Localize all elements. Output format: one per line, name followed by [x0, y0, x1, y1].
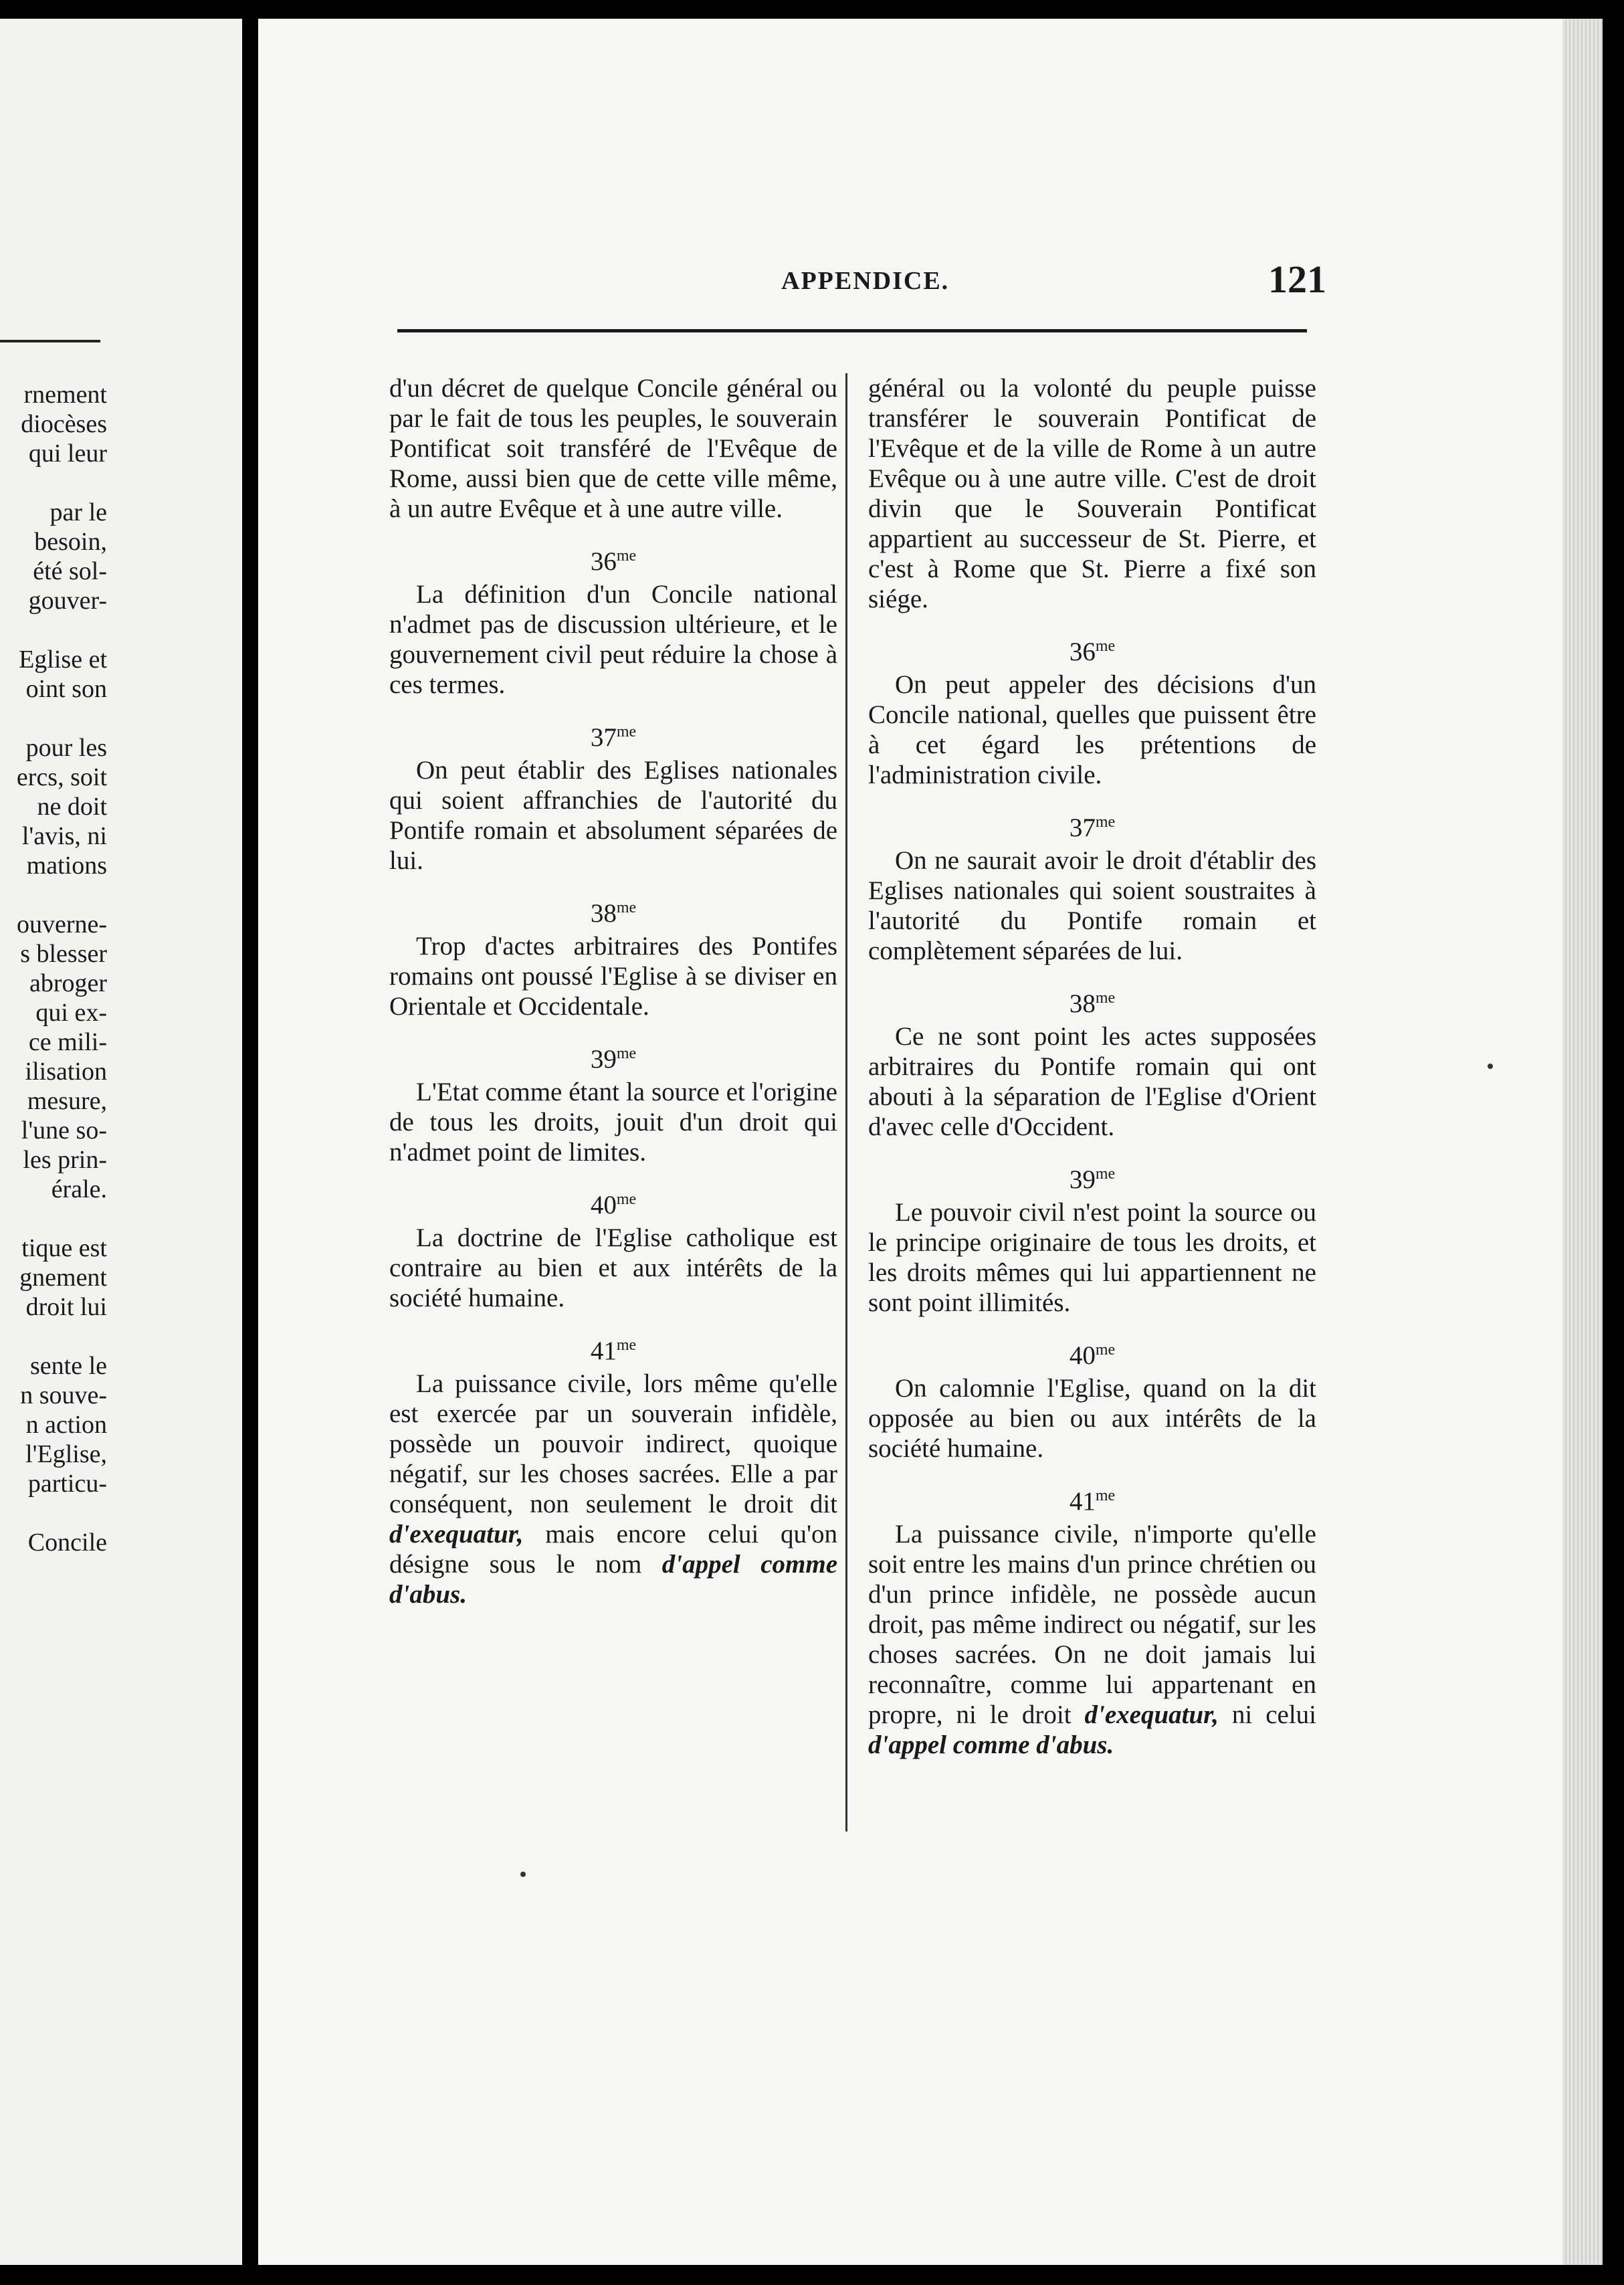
left-section-number [389, 893, 837, 928]
emphasis: d'exequatur, [1084, 1700, 1219, 1729]
section-number: 41 [590, 1336, 617, 1365]
left-intro: d'un décret de quelque Concile général ou par le fait de tous les peuples, le souverain Pontificat soit transféré de l'Evêque de Rome, aussi bien que de cette ville même, à un autre Evêque et à une autre ville. [389, 374, 837, 523]
section-number: 37 [590, 723, 617, 752]
left-column [389, 373, 837, 1609]
emphasis: d'appel comme d'abus. [868, 1730, 1114, 1759]
section-number: 40 [590, 1191, 617, 1219]
facing-page-line: particu- [27, 1470, 107, 1498]
section-number: 39 [590, 1045, 617, 1074]
section-suffix: me [616, 1191, 637, 1208]
right-section-number [868, 807, 1316, 843]
right-section-text: On ne saurait avoir le droit d'établir des Eglises nationales qui soient soustraites à l'autorité du Pontife romain et complètement séparées de lui. [868, 846, 1316, 965]
section-suffix: me [616, 547, 637, 565]
section-number: 38 [1069, 989, 1096, 1018]
facing-page-line: gnement [19, 1264, 107, 1292]
section-number: 38 [590, 899, 617, 928]
left-section-text: La définition d'un Concile national n'admet pas de discussion ultérieure, et le gouvernement civil peut réduire la chose à ces termes. [389, 580, 837, 699]
facing-page-line: n souve- [20, 1381, 107, 1409]
facing-page [0, 19, 242, 2265]
facing-page-line: qui leur [28, 439, 107, 468]
left-section-number [389, 1330, 837, 1366]
facing-page-line: n action [25, 1411, 107, 1439]
section-suffix: me [616, 899, 637, 916]
page [258, 19, 1603, 2265]
facing-page-line: diocèses [21, 410, 107, 438]
right-section-number [868, 631, 1316, 667]
section-number: 37 [1069, 813, 1096, 842]
facing-page-line: l'Eglise, [25, 1440, 107, 1468]
left-section-number [389, 1185, 837, 1220]
facing-page-line: besoin, [34, 528, 107, 556]
ink-speck [520, 1872, 526, 1877]
section-number: 40 [1069, 1341, 1096, 1370]
section-suffix: me [616, 723, 637, 740]
facing-page-line: oint son [25, 675, 107, 703]
left-section-text [389, 1369, 837, 1609]
facing-page-line: pour les [25, 734, 107, 762]
facing-page-rule [0, 340, 100, 342]
facing-page-line: l'une so- [21, 1116, 107, 1145]
header-rule [397, 329, 1307, 332]
section-suffix: me [1095, 813, 1116, 831]
facing-page-line: sente le [29, 1352, 107, 1380]
facing-page-line: qui ex- [35, 999, 107, 1027]
text: ni celui [1218, 1700, 1316, 1729]
right-section-text [868, 1519, 1316, 1760]
text: mais encore celui qu'on désigne sous le nom [389, 1520, 837, 1579]
text: La puissance civile, n'importe qu'elle soit entre les mains d'un prince chrétien ou d'un prince infidèle, ne possède aucun droit, pas même indirect ou négatif, sur les choses sacrées. On ne doit jamais lui reconnaître, comme lui appartenant en propre, ni le droit [868, 1520, 1316, 1729]
facing-page-line: Eglise et [19, 645, 107, 674]
facing-page-line: mesure, [27, 1087, 107, 1115]
section-suffix: me [1095, 637, 1116, 655]
right-section-number [868, 1159, 1316, 1195]
right-section-text: Ce ne sont point les actes supposées arbitraires du Pontife romain qui ont abouti à la séparation de l'Eglise d'Orient d'avec celle d'Occident. [868, 1022, 1316, 1141]
facing-page-line: ce mili- [28, 1028, 107, 1056]
page-number: 121 [1268, 258, 1326, 301]
facing-page-line: ilisation [25, 1058, 107, 1086]
facing-page-line: abroger [29, 969, 107, 997]
left-section-number [389, 717, 837, 753]
facing-page-line: été sol- [33, 557, 107, 585]
left-section-number [389, 541, 837, 577]
facing-page-line: s blesser [20, 940, 107, 968]
section-suffix: me [1095, 989, 1116, 1007]
facing-page-line: mations [26, 852, 107, 880]
facing-page-line: ercs, soit [16, 763, 107, 791]
right-section-number [868, 1481, 1316, 1516]
section-suffix: me [1095, 1165, 1116, 1183]
facing-page-line: les prin- [23, 1146, 107, 1174]
facing-page-line: érale. [51, 1175, 107, 1203]
facing-page-line: tique est [21, 1234, 107, 1262]
column-divider [845, 373, 847, 1831]
section-suffix: me [616, 1045, 637, 1062]
right-section-text: On peut appeler des décisions d'un Concile national, quelles que puissent être à cet égard les prétentions de l'administration civile. [868, 670, 1316, 789]
right-section-text: On calomnie l'Eglise, quand on la dit opposée au bien ou aux intérêts de la société humaine. [868, 1374, 1316, 1463]
section-suffix: me [616, 1336, 637, 1354]
facing-page-line: l'avis, ni [21, 822, 107, 850]
facing-page-line: gouver- [28, 587, 107, 615]
facing-page-line: Concile [27, 1528, 107, 1557]
right-column [868, 373, 1316, 1760]
section-number: 36 [590, 547, 617, 576]
right-section-number [868, 1335, 1316, 1371]
running-head: APPENDICE. [781, 267, 950, 295]
left-section-text: Trop d'actes arbitraires des Pontifes romains ont poussé l'Eglise à se diviser en Orientale et Occidentale. [389, 932, 837, 1021]
facing-page-line: rnement [23, 381, 107, 409]
left-section-text: La doctrine de l'Eglise catholique est contraire au bien et aux intérêts de la société humaine. [389, 1223, 837, 1312]
section-number: 41 [1069, 1487, 1096, 1516]
ink-speck [1488, 1064, 1493, 1069]
facing-page-line: par le [49, 498, 107, 526]
left-section-text: L'Etat comme étant la source et l'origine de tous les droits, jouit d'un droit qui n'admet point de limites. [389, 1078, 837, 1167]
facing-page-line: ouverne- [16, 910, 107, 938]
page-edge [1562, 19, 1603, 2265]
facing-page-line: ne doit [37, 793, 107, 821]
right-section-text: Le pouvoir civil n'est point la source ou le principe originaire de tous les droits, et les droits mêmes qui lui appartiennent ne sont point illimités. [868, 1198, 1316, 1317]
section-suffix: me [1095, 1341, 1116, 1359]
right-section-number [868, 983, 1316, 1019]
facing-page-line: droit lui [25, 1293, 107, 1321]
left-section-text: On peut établir des Eglises nationales qui soient affranchies de l'autorité du Pontife romain et absolument séparées de lui. [389, 756, 837, 875]
text: La puissance civile, lors même qu'elle est exercée par un souverain infidèle, possède un pouvoir indirect, quoique négatif, sur les choses sacrées. Elle a par conséquent, non seulement le droit dit [389, 1369, 837, 1518]
section-number: 36 [1069, 637, 1096, 666]
emphasis: d'exequatur, [389, 1520, 524, 1549]
left-section-number [389, 1039, 837, 1074]
section-number: 39 [1069, 1165, 1096, 1194]
section-suffix: me [1095, 1487, 1116, 1504]
right-intro: général ou la volonté du peuple puisse transférer le souverain Pontificat de l'Evêque et de la ville de Rome à un autre Evêque ou à une autre ville. C'est de droit divin que le Souverain Pontificat appartient au successeur de St. Pierre, et c'est à Rome que St. Pierre a fixé son siége. [868, 374, 1316, 613]
emphasis: d'appel comme d'abus. [389, 1550, 838, 1609]
